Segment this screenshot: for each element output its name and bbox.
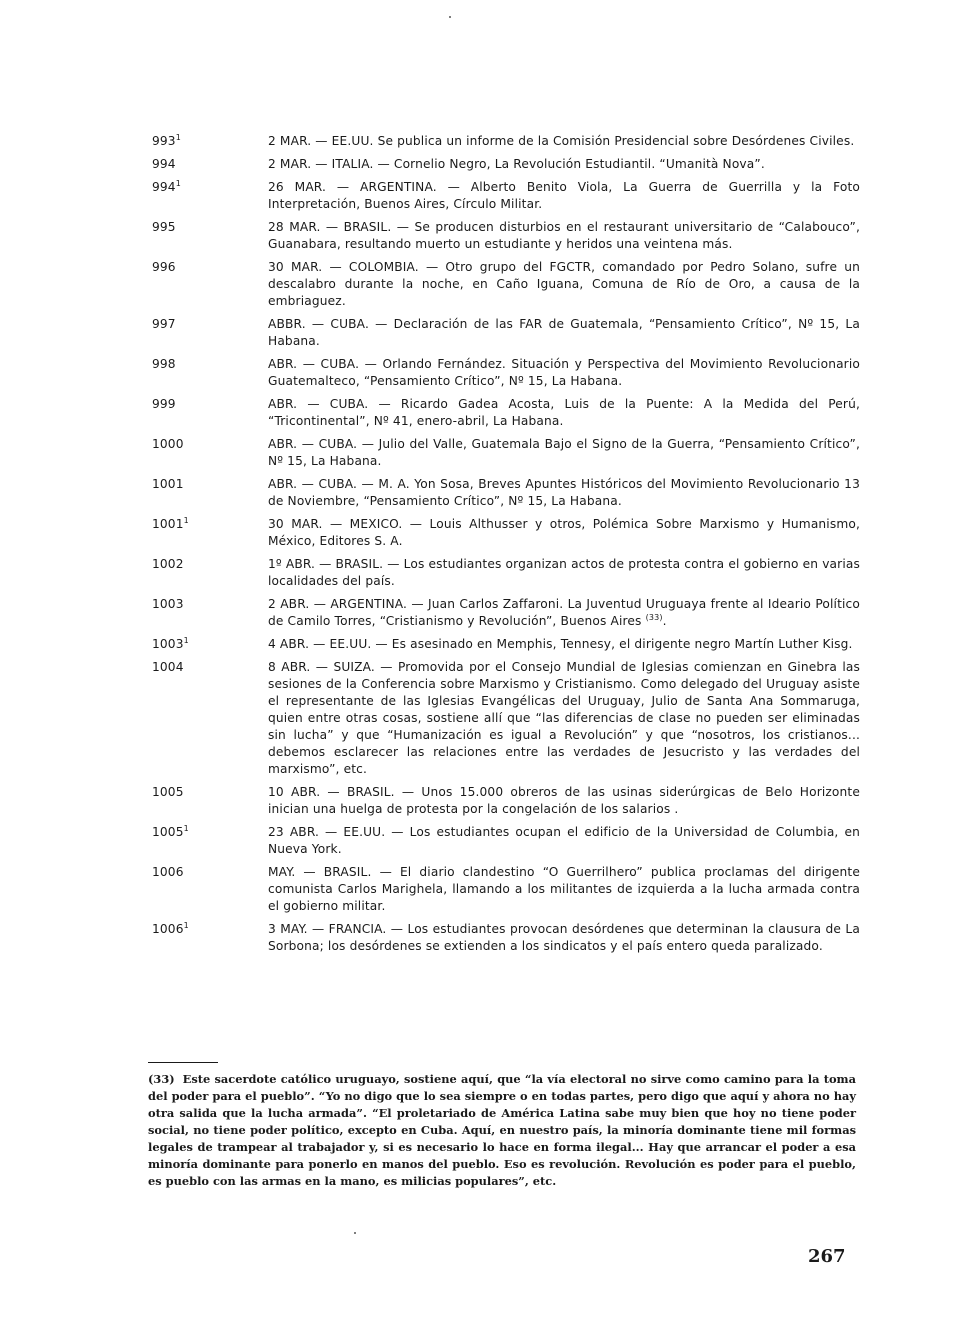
entry-number-value: 999 bbox=[152, 397, 176, 411]
entry-text-body: 28 MAR. — BRASIL. — Se producen disturbios en el restaurant universitario de “Calabouco”, Guanabara, resultando muerto un estudiante y heridos una veintena más. bbox=[268, 220, 860, 251]
entry-number-value: 994 bbox=[152, 180, 176, 194]
chronology-entry bbox=[148, 356, 860, 390]
entry-number bbox=[148, 824, 268, 858]
entry-number-superscript: 1 bbox=[183, 920, 189, 930]
entry-text-end: . bbox=[662, 614, 667, 628]
entry-number-superscript: 1 bbox=[175, 178, 181, 188]
entry-text bbox=[268, 259, 860, 310]
entry-number bbox=[148, 659, 268, 778]
entry-number-value: 1005 bbox=[152, 785, 184, 799]
entry-number bbox=[148, 556, 268, 590]
entry-text-body: 23 ABR. — EE.UU. — Los estudiantes ocupan el edificio de la Universidad de Columbia, en Nueva York. bbox=[268, 825, 860, 856]
entry-text-body: 30 MAR. — COLOMBIA. — Otro grupo del FGCTR, comandado por Pedro Solano, sufre un descalabro durante la noche, en Caño Iguana, Comuna de Río de Oro, a causa de la embriaguez. bbox=[268, 260, 860, 308]
entry-number-value: 993 bbox=[152, 134, 176, 148]
scan-speck bbox=[449, 16, 451, 18]
entry-text bbox=[268, 219, 860, 253]
entry-number-superscript: 1 bbox=[183, 823, 189, 833]
chronology-entry bbox=[148, 259, 860, 310]
entry-text bbox=[268, 864, 860, 915]
chronology-entry bbox=[148, 316, 860, 350]
chronology-entry bbox=[148, 596, 860, 630]
entry-number bbox=[148, 921, 268, 955]
chronology-entry bbox=[148, 659, 860, 778]
footnote-rule bbox=[148, 1062, 218, 1063]
chronology-entry bbox=[148, 156, 860, 173]
chronology-entries bbox=[148, 133, 860, 961]
entry-text bbox=[268, 784, 860, 818]
entry-number-value: 996 bbox=[152, 260, 176, 274]
entry-number-value: 998 bbox=[152, 357, 176, 371]
entry-text-body: ABR. — CUBA. — M. A. Yon Sosa, Breves Apuntes Históricos del Movimiento Revolucionario 13 de Noviembre, “Pensamiento Crítico”, Nº 15, La Habana. bbox=[268, 477, 860, 508]
entry-number-value: 994 bbox=[152, 157, 176, 171]
entry-text-body: 3 MAY. — FRANCIA. — Los estudiantes provocan desórdenes que determinan la clausura de La Sorbona; los desórdenes se extienden a los sindicatos y el país entero queda paralizado. bbox=[268, 922, 860, 953]
page-number: 267 bbox=[808, 1246, 846, 1267]
entry-number-value: 1001 bbox=[152, 517, 184, 531]
footnote-reference: (33) bbox=[645, 612, 663, 622]
chronology-entry bbox=[148, 556, 860, 590]
entry-text bbox=[268, 436, 860, 470]
entry-number-value: 1004 bbox=[152, 660, 184, 674]
chronology-entry bbox=[148, 179, 860, 213]
entry-text-body: 26 MAR. — ARGENTINA. — Alberto Benito Viola, La Guerra de Guerrilla y la Foto Interpretación, Buenos Aires, Círculo Militar. bbox=[268, 180, 860, 211]
entry-text-body: ABR. — CUBA. — Ricardo Gadea Acosta, Luis de la Puente: A la Medida del Perú, “Tricontinental”, Nº 41, enero-abril, La Habana. bbox=[268, 397, 860, 428]
chronology-entry bbox=[148, 219, 860, 253]
entry-number bbox=[148, 259, 268, 310]
entry-text bbox=[268, 824, 860, 858]
entry-number-value: 995 bbox=[152, 220, 176, 234]
entry-number bbox=[148, 784, 268, 818]
entry-text bbox=[268, 316, 860, 350]
entry-number-superscript: 1 bbox=[183, 635, 189, 645]
entry-text bbox=[268, 556, 860, 590]
entry-number-value: 1001 bbox=[152, 477, 184, 491]
entry-text-body: ABBR. — CUBA. — Declaración de las FAR de Guatemala, “Pensamiento Crítico”, Nº 15, La Habana. bbox=[268, 317, 860, 348]
entry-number bbox=[148, 596, 268, 630]
entry-text-body: 2 ABR. — ARGENTINA. — Juan Carlos Zaffaroni. La Juventud Uruguaya frente al Ideario Político de Camilo Torres, “Cristianismo y Revolución”, Buenos Aires bbox=[268, 597, 860, 628]
entry-text bbox=[268, 133, 860, 150]
entry-number bbox=[148, 476, 268, 510]
entry-text bbox=[268, 636, 860, 653]
chronology-entry bbox=[148, 396, 860, 430]
entry-text-body: 2 MAR. — ITALIA. — Cornelio Negro, La Revolución Estudiantil. “Umanità Nova”. bbox=[268, 157, 765, 171]
chronology-entry bbox=[148, 921, 860, 955]
entry-number-value: 1005 bbox=[152, 825, 184, 839]
chronology-entry bbox=[148, 476, 860, 510]
entry-text-body: 1º ABR. — BRASIL. — Los estudiantes organizan actos de protesta contra el gobierno en varias localidades del país. bbox=[268, 557, 860, 588]
entry-number bbox=[148, 219, 268, 253]
entry-text bbox=[268, 156, 860, 173]
footnote-text: Este sacerdote católico uruguayo, sostiene aquí, que “la vía electoral no sirve como camino para la toma del poder para el pueblo”. “Yo no digo que lo sea siempre o en todas partes, pero digo que aquí y ahora no hay otra salida que la lucha armada”. “El proletariado de América Latina sabe muy bien que hoy no tiene poder social, no tiene poder político, excepto en Cuba. Aquí, en nuestro país, la minoría dominante tiene mil formas legales de trampear al trabajador y, si es necesario lo hace en forma ilegal... Hay que arrancar el poder a esa minoría dominante para ponerlo en manos del pueblo. Eso es revolución. Revolución es poder para el pueblo, es pueblo con las armas en la mano, es milicias populares”, etc. bbox=[148, 1072, 856, 1188]
entry-text-body: ABR. — CUBA. — Julio del Valle, Guatemala Bajo el Signo de la Guerra, “Pensamiento Crítico”, Nº 15, La Habana. bbox=[268, 437, 860, 468]
entry-text-body: ABR. — CUBA. — Orlando Fernández. Situación y Perspectiva del Movimiento Revolucionario Guatemalteco, “Pensamiento Crítico”, Nº 15, La Habana. bbox=[268, 357, 860, 388]
entry-number bbox=[148, 133, 268, 150]
entry-number bbox=[148, 436, 268, 470]
entry-text bbox=[268, 356, 860, 390]
entry-number-value: 1006 bbox=[152, 922, 184, 936]
entry-text bbox=[268, 396, 860, 430]
chronology-entry bbox=[148, 436, 860, 470]
entry-text-body: MAY. — BRASIL. — El diario clandestino “O Guerrilhero” publica proclamas del dirigente comunista Carlos Marighela, llamando a los militantes de izquierda a la lucha armada contra el gobierno militar. bbox=[268, 865, 860, 913]
chronology-entry bbox=[148, 864, 860, 915]
entry-text-body: 4 ABR. — EE.UU. — Es asesinado en Memphis, Tennesy, el dirigente negro Martín Luther Kisg. bbox=[268, 637, 853, 651]
entry-text bbox=[268, 596, 860, 630]
entry-text bbox=[268, 179, 860, 213]
entry-number bbox=[148, 516, 268, 550]
entry-text bbox=[268, 921, 860, 955]
entry-text-body: 8 ABR. — SUIZA. — Promovida por el Consejo Mundial de Iglesias comienzan en Ginebra las sesiones de la Conferencia sobre Marxismo y Cristianismo. Como delegado del Uruguay asiste el representante de las Iglesias Evangélicas del Uruguay, Julio de Santa Ana Sommaruga, quien entre otras cosas, sostiene allí que “las diferencias de clase no pueden ser eliminadas sin lucha” y que “Humanización es igual a Revolución” y que “nosotros, los cristianos... debemos esclarecer las relaciones entre las verdades de Jesucristo y las verdades del marxismo”, etc. bbox=[268, 660, 860, 776]
footnote-mark: (33) bbox=[148, 1072, 175, 1086]
entry-number bbox=[148, 396, 268, 430]
chronology-entry bbox=[148, 636, 860, 653]
chronology-entry bbox=[148, 824, 860, 858]
entry-number-superscript: 1 bbox=[183, 515, 189, 525]
entry-number-value: 1002 bbox=[152, 557, 184, 571]
chronology-entry bbox=[148, 516, 860, 550]
entry-text-body: 2 MAR. — EE.UU. Se publica un informe de la Comisión Presidencial sobre Desórdenes Civiles. bbox=[268, 134, 855, 148]
entry-number-superscript: 1 bbox=[175, 132, 181, 142]
entry-text-body: 30 MAR. — MEXICO. — Louis Althusser y otros, Polémica Sobre Marxismo y Humanismo, México, Editores S. A. bbox=[268, 517, 860, 548]
entry-number bbox=[148, 156, 268, 173]
chronology-entry bbox=[148, 784, 860, 818]
entry-number-value: 997 bbox=[152, 317, 176, 331]
entry-number bbox=[148, 864, 268, 915]
entry-number bbox=[148, 636, 268, 653]
chronology-entry bbox=[148, 133, 860, 150]
entry-text bbox=[268, 516, 860, 550]
entry-text bbox=[268, 476, 860, 510]
footnote bbox=[148, 1071, 856, 1190]
entry-number-value: 1003 bbox=[152, 597, 184, 611]
entry-number-value: 1003 bbox=[152, 637, 184, 651]
entry-text-body: 10 ABR. — BRASIL. — Unos 15.000 obreros de las usinas siderúrgicas de Belo Horizonte inician una huelga de protesta por la congelación de los salarios . bbox=[268, 785, 860, 816]
scan-speck bbox=[354, 1232, 356, 1234]
entry-number bbox=[148, 179, 268, 213]
entry-text bbox=[268, 659, 860, 778]
entry-number bbox=[148, 356, 268, 390]
entry-number-value: 1000 bbox=[152, 437, 184, 451]
entry-number bbox=[148, 316, 268, 350]
entry-number-value: 1006 bbox=[152, 865, 184, 879]
